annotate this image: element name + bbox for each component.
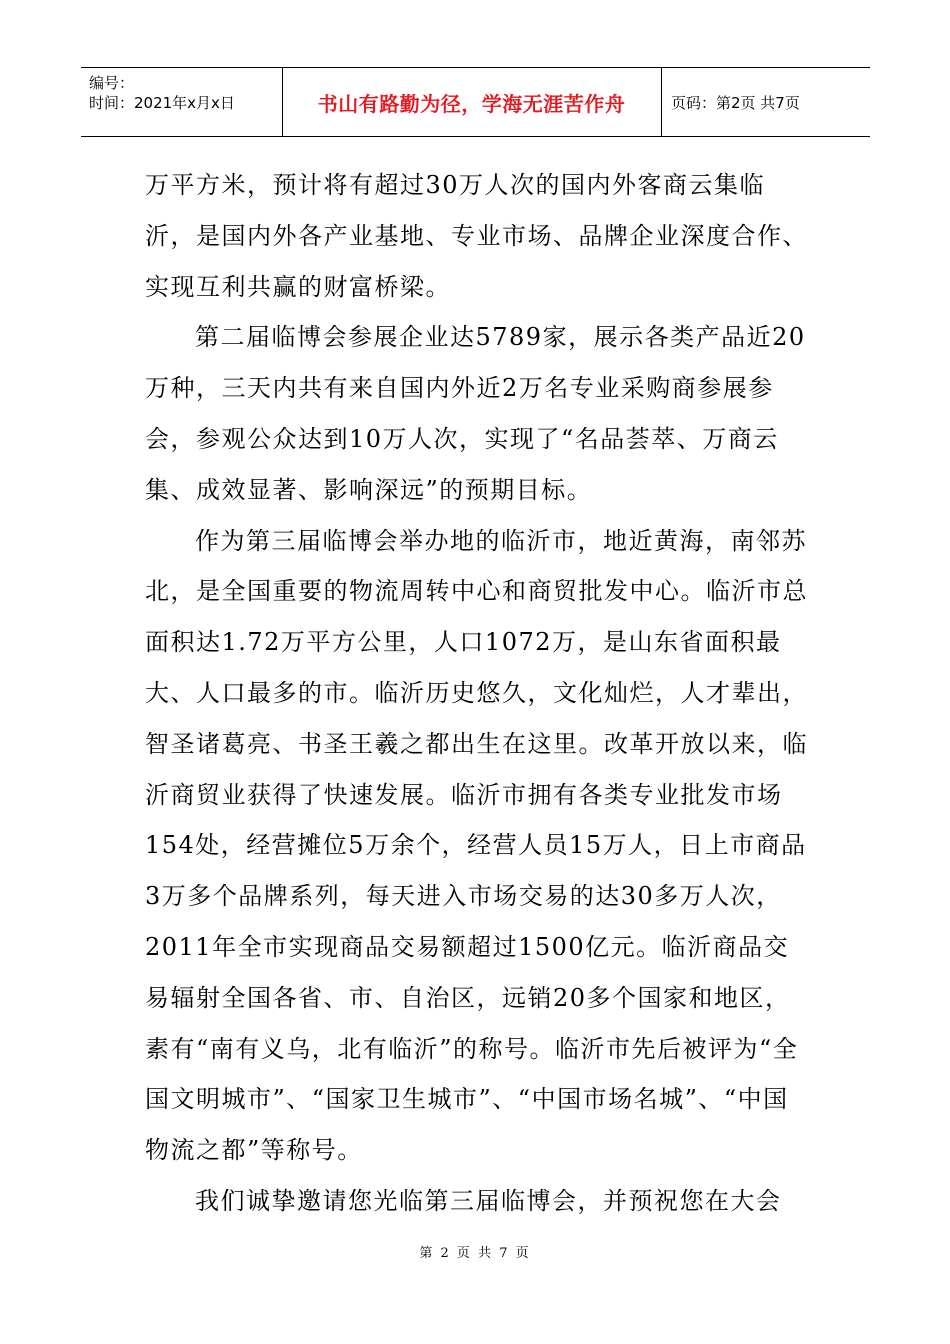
paragraph-1: 万平方米，预计将有超过30万人次的国内外客商云集临沂，是国内外各产业基地、专业市场、品牌企业深度合作、实现互利共赢的财富桥梁。	[145, 171, 808, 301]
document-body	[145, 160, 810, 1227]
paragraph-2: 第二届临博会参展企业达5789家，展示各类产品近20万种，三天内共有来自国内外近2万名专业采购商参展参会，参观公众达到10万人次，实现了“名品荟萃、万商云集、成效显著、影响深远”的预期目标。	[145, 323, 806, 504]
document-number-label: 编号：	[89, 74, 135, 92]
header-motto: 书山有路勤为径，学海无涯苦作舟	[317, 91, 626, 116]
header-divider-right	[661, 67, 662, 137]
page-footer: 第 2 页 共 7 页	[419, 1246, 531, 1261]
header-page-number: 页码：第2页 共7页	[671, 93, 800, 112]
paragraph-3: 作为第三届临博会举办地的临沂市，地近黄海，南邻苏北，是全国重要的物流周转中心和商贸批发中心。临沂市总面积达1.72万平方公里，人口1072万，是山东省面积最大、人口最多的市。临沂历史悠久，文化灿烂，人才辈出，智圣诸葛亮、书圣王羲之都出生在这里。改革开放以来，临沂商贸业获得了快速发展。临沂市拥有各类专业批发市场154处，经营摊位5万余个，经营人员15万人，日上市商品3万多个品牌系列，每天进入市场交易的达30多万人次，2011年全市实现商品交易额超过1500亿元。临沂商品交易辐射全国各省、市、自治区，远销20多个国家和地区，素有“南有义乌，北有临沂”的称号。临沂市先后被评为“全国文明城市”、“国家卫生城市”、“中国市场名城”、“中国物流之都”等称号。	[145, 526, 808, 1165]
document-time-label: 时间：2021年x月x日	[89, 94, 235, 112]
header-meta	[89, 73, 235, 113]
paragraph-4: 我们诚挚邀请您光临第三届临博会，并预祝您在大会	[195, 1186, 782, 1215]
page-header	[81, 67, 870, 137]
